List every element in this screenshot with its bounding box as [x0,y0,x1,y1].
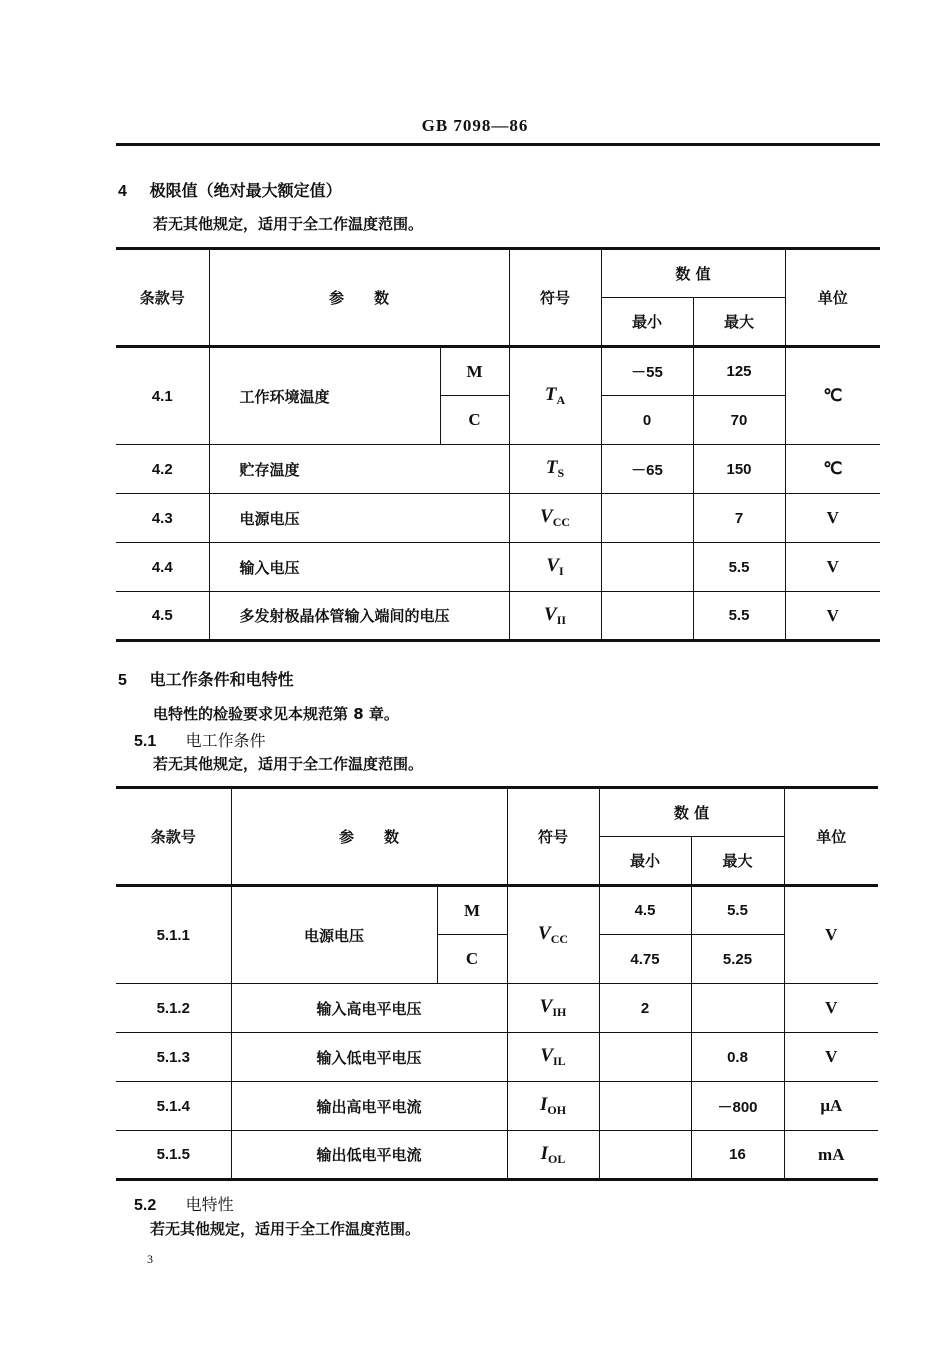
col-header-min: 最小 [599,837,691,886]
min-cell [599,1033,691,1082]
min-cell: 0 [601,396,693,445]
col-header-param: 参 数 [209,249,509,347]
grade-cell: C [440,396,509,445]
max-cell: 150 [693,445,785,494]
clause-cell: 4.3 [116,494,209,543]
grade-cell: C [437,935,507,984]
operating-conditions-table [116,786,878,1181]
symbol-cell: $V_{II}$ [509,592,601,641]
section-number: 5 [118,672,127,689]
col-header-clause: 条款号 [116,249,209,347]
clause-cell: 5.1.5 [116,1131,231,1180]
min-cell: 4.75 [599,935,691,984]
param-cell: 输入电压 [209,543,509,592]
unit-cell: ℃ [785,445,880,494]
clause-cell: 4.5 [116,592,209,641]
param-cell: 电源电压 [209,494,509,543]
symbol-cell: $V_{IH}$ [507,984,599,1033]
section-4-heading [118,178,342,201]
unit-cell: ℃ [785,347,880,445]
max-cell: 5.5 [693,592,785,641]
header-rule [116,143,880,146]
min-cell: －65 [601,445,693,494]
table-header-row [116,788,878,837]
clause-cell: 4.2 [116,445,209,494]
table-row [116,984,878,1033]
section-title: 电工作条件 [185,731,266,750]
absolute-max-ratings-table [116,247,880,642]
table-row [116,1131,878,1180]
table-row [116,543,880,592]
min-cell [599,1082,691,1131]
symbol-cell: $T_A$ [509,347,601,445]
param-cell: 输入高电平电压 [231,984,507,1033]
section-5-note: 电特性的检验要求见本规范第 8 章。 [153,705,399,723]
param-cell: 输入低电平电压 [231,1033,507,1082]
min-cell: 2 [599,984,691,1033]
section-title: 电工作条件和电特性 [149,670,294,689]
max-cell: 70 [693,396,785,445]
col-header-unit: 单位 [784,788,878,886]
unit-cell: V [785,543,880,592]
unit-cell: V [784,886,878,984]
col-header-param: 参 数 [231,788,507,886]
min-cell [601,592,693,641]
param-cell: 电源电压 [231,886,437,984]
param-cell: 输出高电平电流 [231,1082,507,1131]
min-cell [599,1131,691,1180]
clause-cell: 4.4 [116,543,209,592]
section-5-1-heading [134,728,266,751]
col-header-max: 最大 [693,298,785,347]
unit-cell: mA [784,1131,878,1180]
col-header-value: 数 值 [601,249,785,298]
min-cell [601,543,693,592]
unit-cell: μA [784,1082,878,1131]
symbol-cell: $I_{OL}$ [507,1131,599,1180]
col-header-min: 最小 [601,298,693,347]
unit-cell: V [785,494,880,543]
grade-cell: M [440,347,509,396]
col-header-symbol: 符号 [509,249,601,347]
grade-cell: M [437,886,507,935]
max-cell: 125 [693,347,785,396]
symbol-cell: $V_I$ [509,543,601,592]
clause-cell: 5.1.3 [116,1033,231,1082]
table-row [116,445,880,494]
table-row [116,1033,878,1082]
symbol-cell: $I_{OH}$ [507,1082,599,1131]
standard-id: GB 7098—86 [421,116,529,135]
min-cell [601,494,693,543]
section-number: 5.1 [134,733,157,750]
clause-cell: 5.1.2 [116,984,231,1033]
max-cell: 16 [691,1131,784,1180]
col-header-max: 最大 [691,837,784,886]
col-header-clause: 条款号 [116,788,231,886]
symbol-cell: $T_S$ [509,445,601,494]
section-number: 5.2 [134,1197,157,1214]
section-5-1-note: 若无其他规定，适用于全工作温度范围。 [153,755,424,773]
max-cell: －800 [691,1082,784,1131]
param-cell: 输出低电平电流 [231,1131,507,1180]
symbol-cell: $V_{CC}$ [507,886,599,984]
min-cell: －55 [601,347,693,396]
max-cell: 7 [693,494,785,543]
section-number: 4 [118,183,127,200]
max-cell: 5.5 [693,543,785,592]
col-header-symbol: 符号 [507,788,599,886]
table-row [116,1082,878,1131]
unit-cell: V [784,984,878,1033]
unit-cell: V [785,592,880,641]
param-cell: 工作环境温度 [209,347,440,445]
symbol-cell: $V_{IL}$ [507,1033,599,1082]
max-cell: 0.8 [691,1033,784,1082]
unit-cell: V [784,1033,878,1082]
col-header-unit: 单位 [785,249,880,347]
param-cell: 多发射极晶体管输入端间的电压 [209,592,509,641]
section-title: 极限值（绝对最大额定值） [149,181,342,200]
table-row [116,592,880,641]
param-cell: 贮存温度 [209,445,509,494]
clause-cell: 5.1.1 [116,886,231,984]
table-row [116,886,878,935]
max-cell [691,984,784,1033]
table-row [116,494,880,543]
section-5-2-heading [134,1192,234,1215]
table-header-row [116,249,880,298]
section-5-heading [118,667,294,690]
max-cell: 5.25 [691,935,784,984]
max-cell: 5.5 [691,886,784,935]
symbol-cell: $V_{CC}$ [509,494,601,543]
section-title: 电特性 [185,1195,234,1214]
page-number: 3 [147,1252,153,1266]
clause-cell: 4.1 [116,347,209,445]
col-header-value: 数 值 [599,788,784,837]
table-row [116,347,880,396]
clause-cell: 5.1.4 [116,1082,231,1131]
min-cell: 4.5 [599,886,691,935]
section-5-2-note: 若无其他规定，适用于全工作温度范围。 [150,1220,421,1238]
section-4-note: 若无其他规定，适用于全工作温度范围。 [153,215,424,233]
